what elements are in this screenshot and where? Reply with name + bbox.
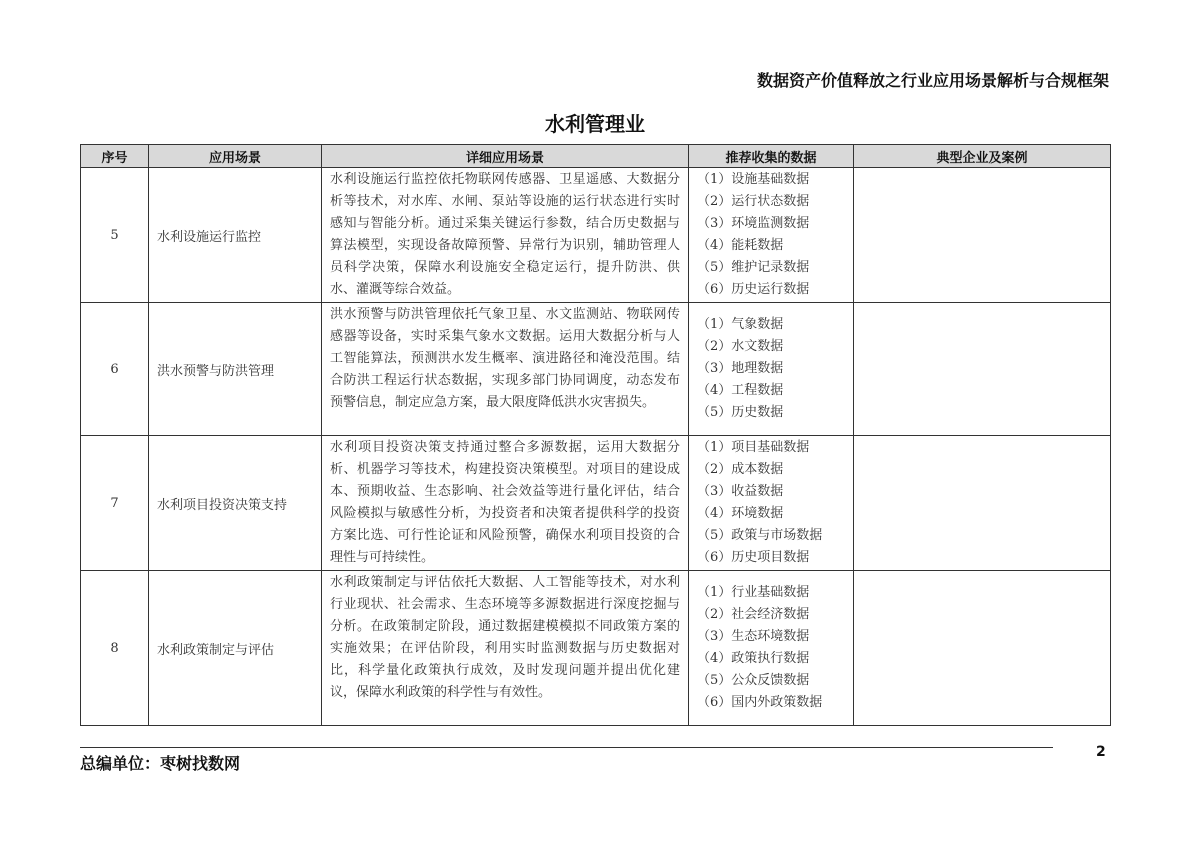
data-item: （5）维护记录数据 xyxy=(697,260,810,275)
row-data xyxy=(689,168,854,303)
row-cases xyxy=(854,303,1111,436)
row-seq: 8 xyxy=(81,571,149,726)
data-item: （5）政策与市场数据 xyxy=(697,528,823,543)
row-data xyxy=(689,571,854,726)
data-item: （4）工程数据 xyxy=(697,383,784,398)
row-data xyxy=(689,303,854,436)
column-header-data: 推荐收集的数据 xyxy=(689,145,854,168)
row-detail: 水利项目投资决策支持通过整合多源数据，运用大数据分析、机器学习等技术，构建投资决策模型。对项目的建设成本、预期收益、生态影响、社会效益等进行量化评估，结合风险模拟与敏感性分析，为投资者和决策者提供科学的投资方案比选、可行性论证和风险预警，确保水利项目投资的合理性与可持续性。 xyxy=(322,436,689,571)
data-item: （1）气象数据 xyxy=(697,317,784,332)
row-seq: 7 xyxy=(81,436,149,571)
column-header-cases: 典型企业及案例 xyxy=(854,145,1111,168)
table-row xyxy=(81,436,1111,571)
column-header-seq: 序号 xyxy=(81,145,149,168)
row-scene: 水利政策制定与评估 xyxy=(149,571,322,726)
data-item: （1）行业基础数据 xyxy=(697,585,810,600)
data-item: （3）环境监测数据 xyxy=(697,216,810,231)
row-scene: 水利设施运行监控 xyxy=(149,168,322,303)
row-scene: 水利项目投资决策支持 xyxy=(149,436,322,571)
row-scene: 洪水预警与防洪管理 xyxy=(149,303,322,436)
data-list xyxy=(697,314,845,424)
data-list xyxy=(697,582,845,714)
table-header-row xyxy=(81,145,1111,168)
row-seq: 5 xyxy=(81,168,149,303)
data-item: （3）收益数据 xyxy=(697,484,784,499)
scenario-table xyxy=(80,144,1111,726)
data-item: （2）运行状态数据 xyxy=(697,194,810,209)
row-cases xyxy=(854,168,1111,303)
row-data xyxy=(689,436,854,571)
row-cases xyxy=(854,436,1111,571)
document-header-title: 数据资产价值释放之行业应用场景解析与合规框架 xyxy=(756,71,1109,90)
data-item: （4）政策执行数据 xyxy=(697,651,810,666)
data-item: （6）历史项目数据 xyxy=(697,550,810,565)
data-item: （4）能耗数据 xyxy=(697,238,784,253)
row-seq: 6 xyxy=(81,303,149,436)
column-header-scene: 应用场景 xyxy=(149,145,322,168)
table-row xyxy=(81,571,1111,726)
data-item: （3）生态环境数据 xyxy=(697,629,810,644)
data-item: （6）历史运行数据 xyxy=(697,282,810,297)
row-cases xyxy=(854,571,1111,726)
column-header-detail: 详细应用场景 xyxy=(322,145,689,168)
data-list xyxy=(697,437,845,569)
section-title: 水利管理业 xyxy=(545,112,645,136)
data-item: （3）地理数据 xyxy=(697,361,784,376)
data-item: （1）设施基础数据 xyxy=(697,172,810,187)
footer-divider xyxy=(80,747,1053,748)
data-item: （6）国内外政策数据 xyxy=(697,695,823,710)
data-item: （2）水文数据 xyxy=(697,339,784,354)
data-item: （2）成本数据 xyxy=(697,462,784,477)
data-item: （4）环境数据 xyxy=(697,506,784,521)
row-detail: 水利设施运行监控依托物联网传感器、卫星遥感、大数据分析等技术，对水库、水闸、泵站等设施的运行状态进行实时感知与智能分析。通过采集关键运行参数，结合历史数据与算法模型，实现设备故障预警、异常行为识别，辅助管理人员科学决策，保障水利设施安全稳定运行，提升防洪、供水、灌溉等综合效益。 xyxy=(322,168,689,303)
table-row xyxy=(81,168,1111,303)
data-item: （1）项目基础数据 xyxy=(697,440,810,455)
page-number: 2 xyxy=(1096,744,1106,760)
data-item: （5）公众反馈数据 xyxy=(697,673,810,688)
data-item: （2）社会经济数据 xyxy=(697,607,810,622)
row-detail: 水利政策制定与评估依托大数据、人工智能等技术，对水利行业现状、社会需求、生态环境等多源数据进行深度挖掘与分析。在政策制定阶段，通过数据建模模拟不同政策方案的实施效果；在评估阶段，利用实时监测数据与历史数据对比，科学量化政策执行成效，及时发现问题并提出优化建议，保障水利政策的科学性与有效性。 xyxy=(322,571,689,726)
data-item: （5）历史数据 xyxy=(697,405,784,420)
footer-editor-unit: 总编单位：枣树找数网 xyxy=(80,754,241,773)
table-row xyxy=(81,303,1111,436)
row-detail: 洪水预警与防洪管理依托气象卫星、水文监测站、物联网传感器等设备，实时采集气象水文数据。运用大数据分析与人工智能算法，预测洪水发生概率、演进路径和淹没范围。结合防洪工程运行状态数据，实现多部门协同调度，动态发布预警信息，制定应急方案，最大限度降低洪水灾害损失。 xyxy=(322,303,689,436)
data-list xyxy=(697,169,845,301)
